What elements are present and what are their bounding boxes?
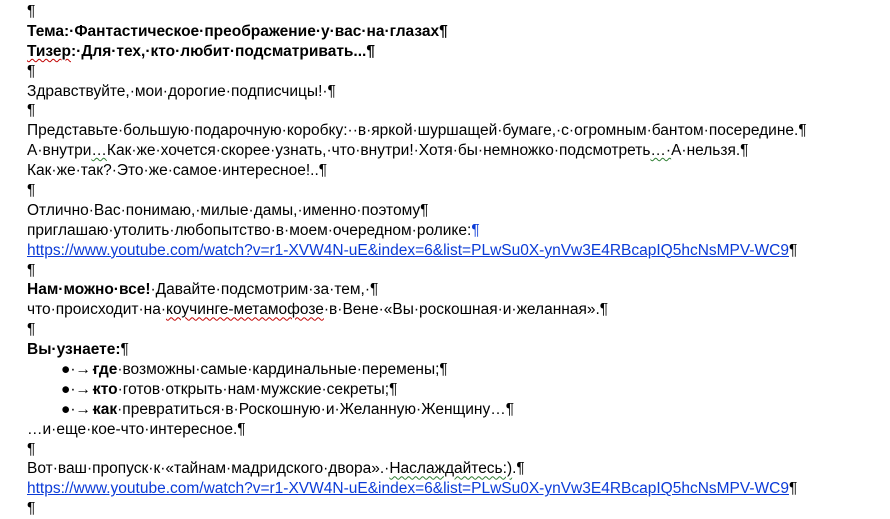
teaser-line <box>27 42 887 62</box>
empty-paragraph: ¶ <box>27 321 36 339</box>
video-link-line-2: https://www.youtube.com/watch?v=r1-XVW4N-uE&index=6&list=PLwSu0X-ynVw3E4RBcapIQ5hcNsMPV-WC9¶ <box>27 480 798 498</box>
para1-line3: Как·же·так?·Это·же·самое·интересное!..¶ <box>27 162 328 180</box>
youtube-link-2[interactable]: https://www.youtube.com/watch?v=r1-XVW4N-uE&index=6&list=PLwSu0X-ynVw3E4RBcapIQ5hcNsMPV-WC9 <box>27 480 789 498</box>
para2-line2: приглашаю·утолить·любопытство·в·моем·очередном·ролике:¶ <box>27 221 480 239</box>
greeting-line <box>27 82 887 102</box>
para3-line2: что·происходит·на·коучинге-метамофозе·в·Вене·«Вы·роскошная·и·желанная».¶ <box>27 301 609 319</box>
para3-bold: Нам·можно·все! <box>27 281 151 299</box>
closing-line: Вот·ваш·пропуск·к·«тайнам·мадридского·двора».·Наслаждайтесь:).¶ <box>27 460 525 478</box>
empty-paragraph: ¶ <box>27 500 36 518</box>
teaser-text: :·Для·тех,·кто·любит·подсматривать...¶ <box>71 42 375 60</box>
bullet-arrow-icon: ●·→· <box>61 400 97 418</box>
bullet-item: ●·→·где·возможны·самые·кардинальные·перемены;¶ <box>61 361 448 379</box>
empty-paragraph: ¶ <box>27 261 36 279</box>
empty-paragraph: ¶ <box>27 62 36 80</box>
teaser-label: Тизер <box>27 42 71 60</box>
theme-line <box>27 22 887 42</box>
learn-after: …и·еще·кое-что·интересное.¶ <box>27 420 246 438</box>
empty-paragraph: ¶ <box>27 182 36 200</box>
greeting-text: Здравствуйте,·мои·дорогие·подписчицы!·¶ <box>27 82 336 100</box>
bullet-item: ●·→·кто·готов·открыть·нам·мужские·секреты;¶ <box>61 380 398 398</box>
learn-heading: Вы·узнаете:¶ <box>27 341 129 359</box>
para1-line2: А·внутри…Как·же·хочется·скорее·узнать,·что·внутри!·Хотя·бы·немножко·подсмотреть…·А·нельзя.¶ <box>27 142 749 160</box>
para3-line1: Нам·можно·все!·Давайте·подсмотрим·за·тем,·¶ <box>27 281 379 299</box>
video-link-line-1: https://www.youtube.com/watch?v=r1-XVW4N-uE&index=6&list=PLwSu0X-ynVw3E4RBcapIQ5hcNsMPV-WC9¶ <box>27 241 798 259</box>
para2-line1: Отлично·Вас·понимаю,·милые·дамы,·именно·поэтому¶ <box>27 201 429 219</box>
bullet-arrow-icon: ●·→· <box>61 380 97 398</box>
document-body <box>27 2 887 519</box>
bullet-item: ●·→·как·превратиться·в·Роскошную·и·Желанную·Женщину…¶ <box>61 400 515 418</box>
empty-paragraph: ¶ <box>27 3 36 20</box>
theme-text: Тема:·Фантастическое·преображение·у·вас·на·глазах¶ <box>27 22 448 40</box>
youtube-link-1[interactable]: https://www.youtube.com/watch?v=r1-XVW4N-uE&index=6&list=PLwSu0X-ynVw3E4RBcapIQ5hcNsMPV-WC9 <box>27 241 789 259</box>
para1-line1: Представьте·большую·подарочную·коробку:··в·яркой·шуршащей·бумаге,·с·огромным·бантом·посередине.¶ <box>27 122 807 140</box>
empty-paragraph: ¶ <box>27 102 36 120</box>
empty-paragraph: ¶ <box>27 440 36 458</box>
bullet-arrow-icon: ●·→· <box>61 361 97 379</box>
